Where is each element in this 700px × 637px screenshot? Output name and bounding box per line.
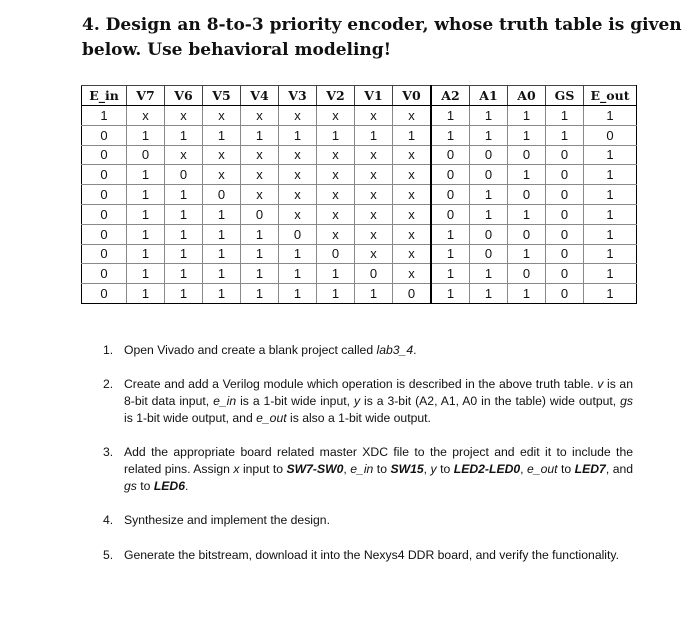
table-cell: 1 [127, 264, 165, 284]
table-row [82, 145, 637, 165]
column-header: V3 [279, 86, 317, 106]
table-cell: 1 [584, 284, 637, 304]
table-row [82, 244, 637, 264]
table-cell: x [355, 185, 393, 205]
table-cell: 0 [393, 284, 432, 304]
table-cell: x [355, 224, 393, 244]
step-number: 3. [103, 445, 114, 459]
table-cell: x [393, 244, 432, 264]
project-name: lab3_4 [376, 343, 414, 357]
pin-name: LED6 [153, 479, 185, 493]
signal-name: e_out [527, 462, 558, 476]
table-cell: 1 [241, 224, 279, 244]
table-cell: x [393, 106, 432, 126]
step-number: 4. [103, 513, 114, 527]
table-cell: 1 [279, 284, 317, 304]
step-text: is a 1-bit wide input, [236, 394, 354, 408]
table-cell: 1 [279, 125, 317, 145]
pin-name: LED2-LED0 [453, 462, 521, 476]
table-cell: x [393, 264, 432, 284]
table-cell: x [165, 145, 203, 165]
signal-name: x [233, 462, 240, 476]
step-text: , [343, 462, 351, 476]
step-text: Add the appropriate board related master XDC file to the project and edit it to include the related pins. Assign [124, 445, 633, 476]
table-cell: 0 [508, 224, 546, 244]
signal-name: y [430, 462, 437, 476]
column-header: V7 [127, 86, 165, 106]
step-text: Generate the bitstream, download it into the Nexys4 DDR board, and verify the functionality. [124, 548, 619, 562]
table-cell: 0 [82, 284, 127, 304]
table-cell: x [317, 224, 355, 244]
table-cell: 0 [431, 204, 470, 224]
table-cell: 0 [508, 185, 546, 205]
table-cell: 1 [127, 244, 165, 264]
table-cell: 1 [431, 284, 470, 304]
step-text: to [373, 462, 391, 476]
table-cell: x [241, 145, 279, 165]
step-text: is an 8-bit data input, [124, 377, 633, 408]
table-cell: 0 [203, 185, 241, 205]
table-cell: x [393, 165, 432, 185]
truth-table-header-row [82, 86, 637, 106]
table-cell: x [317, 165, 355, 185]
table-cell: 1 [165, 284, 203, 304]
table-cell: 0 [470, 165, 508, 185]
table-cell: 0 [82, 185, 127, 205]
column-header: V4 [241, 86, 279, 106]
table-cell: 1 [584, 106, 637, 126]
column-header: A2 [431, 86, 470, 106]
column-header: E_out [584, 86, 637, 106]
table-cell: 1 [470, 284, 508, 304]
table-cell: 0 [355, 264, 393, 284]
table-cell: 1 [508, 106, 546, 126]
table-cell: 0 [546, 204, 584, 224]
table-cell: 0 [546, 185, 584, 205]
pin-name: SW15 [390, 462, 424, 476]
table-cell: x [355, 145, 393, 165]
table-cell: x [317, 204, 355, 224]
table-cell: 1 [203, 125, 241, 145]
step-text: is 1-bit wide output, and [124, 411, 257, 425]
table-cell: 1 [584, 145, 637, 165]
table-cell: 1 [508, 125, 546, 145]
column-header: A1 [470, 86, 508, 106]
table-cell: 1 [165, 185, 203, 205]
table-cell: 1 [431, 264, 470, 284]
table-cell: 0 [546, 284, 584, 304]
table-cell: 0 [431, 165, 470, 185]
step-5 [103, 547, 633, 564]
signal-name: gs [124, 479, 137, 493]
table-cell: 1 [241, 125, 279, 145]
table-cell: x [165, 106, 203, 126]
step-text: , [520, 462, 528, 476]
table-cell: 0 [546, 145, 584, 165]
table-cell: 0 [470, 224, 508, 244]
table-cell: 1 [203, 264, 241, 284]
step-text: to [436, 462, 454, 476]
step-text: Synthesize and implement the design. [124, 513, 330, 527]
table-cell: x [279, 165, 317, 185]
table-cell: x [203, 106, 241, 126]
table-row [82, 224, 637, 244]
step-number: 2. [103, 377, 114, 391]
table-cell: 1 [546, 106, 584, 126]
step-2 [103, 376, 633, 427]
step-text: is also a 1-bit wide output. [286, 411, 431, 425]
table-cell: x [317, 106, 355, 126]
table-cell: x [279, 106, 317, 126]
table-cell: 1 [470, 264, 508, 284]
table-cell: 1 [279, 264, 317, 284]
table-cell: x [355, 244, 393, 264]
table-cell: x [127, 106, 165, 126]
table-cell: 0 [546, 224, 584, 244]
table-cell: 0 [82, 165, 127, 185]
table-cell: x [241, 106, 279, 126]
table-cell: 1 [508, 165, 546, 185]
table-cell: 1 [241, 264, 279, 284]
table-cell: 1 [470, 125, 508, 145]
table-cell: 1 [165, 224, 203, 244]
table-cell: x [203, 145, 241, 165]
table-cell: x [317, 185, 355, 205]
signal-name: gs [620, 394, 633, 408]
step-text: . [184, 479, 189, 493]
table-cell: 0 [82, 145, 127, 165]
table-cell: 0 [584, 125, 637, 145]
table-cell: 1 [431, 244, 470, 264]
table-cell: 1 [127, 204, 165, 224]
column-header: A0 [508, 86, 546, 106]
table-row [82, 264, 637, 284]
table-cell: 1 [127, 224, 165, 244]
table-cell: x [241, 165, 279, 185]
table-cell: 1 [431, 106, 470, 126]
table-cell: 1 [165, 204, 203, 224]
truth-table-body [82, 106, 637, 304]
table-cell: 0 [431, 185, 470, 205]
table-cell: 1 [584, 204, 637, 224]
table-cell: 1 [508, 244, 546, 264]
step-4 [103, 512, 633, 529]
table-cell: 0 [82, 224, 127, 244]
table-row [82, 165, 637, 185]
step-text: Open Vivado and create a blank project called [124, 343, 377, 357]
table-cell: x [355, 204, 393, 224]
table-cell: 1 [317, 264, 355, 284]
step-3 [103, 444, 633, 495]
table-cell: 0 [508, 264, 546, 284]
table-cell: 0 [82, 244, 127, 264]
column-header: V5 [203, 86, 241, 106]
table-cell: 1 [241, 244, 279, 264]
table-cell: x [393, 224, 432, 244]
table-cell: x [393, 185, 432, 205]
table-cell: x [203, 165, 241, 185]
table-cell: 1 [470, 185, 508, 205]
table-cell: 1 [203, 284, 241, 304]
table-cell: 1 [355, 284, 393, 304]
table-cell: 0 [470, 145, 508, 165]
table-cell: 0 [279, 224, 317, 244]
table-cell: 1 [165, 264, 203, 284]
table-cell: 1 [317, 125, 355, 145]
table-cell: 1 [165, 244, 203, 264]
pin-name: SW7-SW0 [286, 462, 344, 476]
step-text: to [557, 462, 575, 476]
step-text: is a 3-bit (A2, A1, A0 in the table) wide output, [360, 394, 621, 408]
table-cell: 0 [82, 264, 127, 284]
step-text: input to [239, 462, 287, 476]
table-cell: x [355, 165, 393, 185]
table-cell: 0 [546, 244, 584, 264]
step-1 [103, 342, 633, 359]
table-cell: 0 [127, 145, 165, 165]
column-header: V1 [355, 86, 393, 106]
table-cell: 1 [127, 125, 165, 145]
table-cell: 1 [584, 264, 637, 284]
table-cell: x [279, 204, 317, 224]
table-row [82, 284, 637, 304]
table-cell: 1 [584, 165, 637, 185]
table-cell: 0 [317, 244, 355, 264]
table-cell: x [393, 204, 432, 224]
signal-name: v [597, 377, 604, 391]
table-cell: x [393, 145, 432, 165]
table-row [82, 106, 637, 126]
table-cell: 1 [355, 125, 393, 145]
table-cell: 0 [508, 145, 546, 165]
table-cell: 1 [546, 125, 584, 145]
table-cell: x [355, 106, 393, 126]
table-cell: 1 [127, 165, 165, 185]
table-cell: 0 [82, 204, 127, 224]
table-cell: 1 [584, 224, 637, 244]
column-header: V6 [165, 86, 203, 106]
table-cell: 0 [241, 204, 279, 224]
table-cell: x [317, 145, 355, 165]
table-cell: 0 [470, 244, 508, 264]
table-cell: 0 [165, 165, 203, 185]
signal-name: e_in [213, 394, 237, 408]
step-text: Create and add a Verilog module which operation is described in the above truth table. [124, 377, 598, 391]
table-cell: 0 [82, 125, 127, 145]
table-cell: 1 [508, 284, 546, 304]
table-cell: 1 [203, 244, 241, 264]
table-row [82, 185, 637, 205]
column-header: GS [546, 86, 584, 106]
table-cell: 1 [393, 125, 432, 145]
table-cell: x [279, 145, 317, 165]
table-cell: 1 [127, 185, 165, 205]
table-cell: 1 [470, 106, 508, 126]
table-cell: 1 [431, 224, 470, 244]
table-cell: x [279, 185, 317, 205]
table-cell: 1 [203, 204, 241, 224]
table-cell: 1 [317, 284, 355, 304]
table-row [82, 204, 637, 224]
signal-name: y [353, 394, 361, 408]
pin-name: LED7 [574, 462, 606, 476]
table-cell: 0 [546, 165, 584, 185]
table-cell: 1 [584, 185, 637, 205]
step-number: 1. [103, 343, 114, 357]
problem-title: 4. Design an 8-to-3 priority encoder, whose truth table is given below. Use behavioral modeling! [82, 15, 682, 60]
signal-name: e_out [256, 411, 287, 425]
table-cell: 1 [82, 106, 127, 126]
column-header: V2 [317, 86, 355, 106]
table-cell: 1 [203, 224, 241, 244]
table-cell: 1 [165, 125, 203, 145]
table-cell: 1 [431, 125, 470, 145]
table-cell: 1 [279, 244, 317, 264]
column-header: E_in [82, 86, 127, 106]
table-cell: 0 [431, 145, 470, 165]
step-text: , and [605, 462, 634, 476]
step-text: to [136, 479, 154, 493]
table-cell: 1 [508, 204, 546, 224]
step-number: 5. [103, 548, 114, 562]
table-cell: 0 [546, 264, 584, 284]
table-cell: x [241, 185, 279, 205]
table-cell: 1 [241, 284, 279, 304]
table-cell: 1 [470, 204, 508, 224]
signal-name: e_in [350, 462, 374, 476]
step-text: , [423, 462, 431, 476]
table-cell: 1 [584, 244, 637, 264]
table-cell: 1 [127, 284, 165, 304]
step-text-end: . [413, 343, 417, 357]
truth-table [81, 85, 637, 304]
table-row [82, 125, 637, 145]
instruction-list [103, 338, 633, 564]
column-header: V0 [393, 86, 432, 106]
